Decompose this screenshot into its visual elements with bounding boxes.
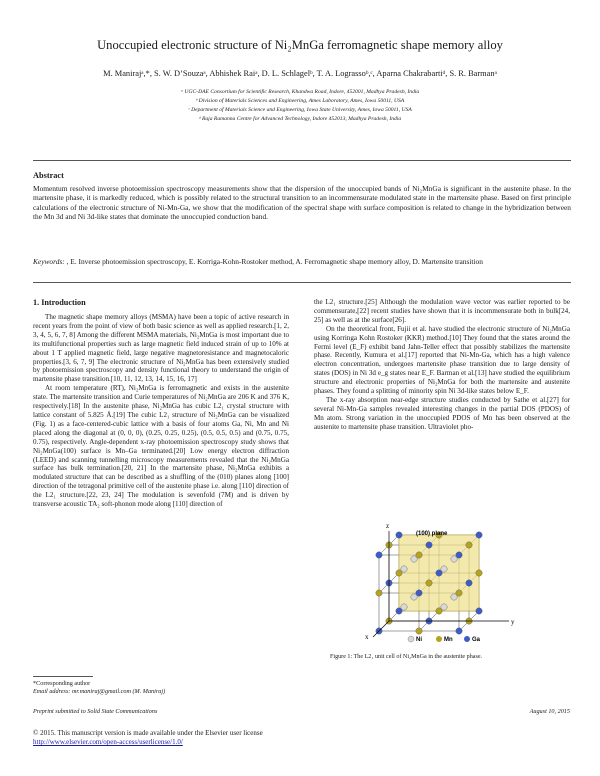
unit-cell-figure <box>359 511 529 646</box>
footnote <box>33 680 165 696</box>
ga-atom <box>396 532 402 538</box>
right-paragraph-3: The x-ray absorption near-edge structure studies conducted by Sathe et al.[27] for several Ni-Mn-Ga samples revealed interesting changes in the partial DOS (PDOS) of Mn atom. Strong variation in the unoccupied PDOS of Mn has been observed at the austenite to martensite phase transition. Ultraviolet pho- <box>314 395 570 431</box>
left-paragraph-1: The magnetic shape memory alloys (MSMA) have been a topic of active research in recent years from the point of view of both basic science as well as applied research.[1, 2, 3, 4, 5, 6, 7, 8] Among the different MSMA materials, Ni₂MnGa is most important due to its multifunctional properties such as large magnetic field induced strain of up to 10% at about 1 T applied magnetic field, large negative magnetoresistance and magnetocaloric properties.[3, 6, 7, 9] The electronic structure of Ni₂MnGa has been extensively studied by photoemission spectroscopy and density functional theory to understand the origin of martensite phase transition.[10, 11, 12, 13, 14, 15, 16, 17] <box>33 313 289 384</box>
abstract-text: Momentum resolved inverse photoemission spectroscopy measurements show that the dispersion of the unoccupied bands of Ni₂MnGa is significant in the austenite phase. In the martensite phase, it is markedly reduced, which is possibly related to the structural transition to an incommensurate modulated state in the martensite phase. Based on first principle calculations of the electronic structure of Ni-Mn-Ga, we show that the modification of the spectral shape with surface composition is related to change in the hybridization between the Mn 3d and Ni 3d-like states that dominate the unoccupied conduction band. <box>33 184 571 222</box>
bottom-rule <box>33 282 571 283</box>
license-block <box>33 729 263 747</box>
affiliation-d: ᵈ Raja Ramanna Centre for Advanced Technology, Indore 452013, Madhya Pradesh, India <box>198 116 402 122</box>
affiliation-a: ᵃ UGC-DAE Consortium for Scientific Research, Khandwa Road, Indore, 452001, Madhya Pradesh, India <box>180 89 420 95</box>
mn-atom <box>426 580 432 586</box>
ni-atom <box>451 594 457 600</box>
legend-swatch-ga <box>464 636 470 642</box>
ga-atom <box>456 628 462 634</box>
right-paragraph-2: On the theoretical front, Fujii et al. have studied the electronic structure of Ni₂MnGa using Korringa Kohn Rostoker (KKR) method.[10] They found that the states around the Fermi level (E_F) exhibit band Jahn-Teller effect that possibly stabilizes the martensite phase. Recently, Kumura et al.[17] reported that Ni-Mn-Ga, which has a high valence electron concentration, undergoes martensite phase transition due to large density of states (DOS) in Ni 3d e_g states near E_F. Barman et al.[13] have studied the equilibrium structure and electronic properties of Ni₂MnGa for both the martensite and austenite phases. They found a splitting of minority spin Ni 3d-like states below E_F. <box>314 324 570 396</box>
ga-atom <box>476 608 482 614</box>
ni-atom <box>401 604 407 610</box>
keywords <box>33 257 571 266</box>
ni-atom <box>441 566 447 572</box>
author-list: M. Manirajᵃ,*, S. W. D’Souzaᵃ, Abhishek Raiᵃ, D. L. Schlagelᵇ, T. A. Lograssoᵇ,ᶜ, Aparna Chakrabartiᵈ, S. R. Barmanᵃ <box>103 69 497 78</box>
ga-atom <box>476 532 482 538</box>
footer-journal: Preprint submitted to Solid State Communications <box>33 708 158 715</box>
right-column <box>314 298 570 432</box>
ga-atom <box>376 552 382 558</box>
axis-label-z: z <box>386 522 390 530</box>
ni-atom <box>411 594 417 600</box>
x-axis-line <box>373 621 389 637</box>
left-paragraph-2: At room temperature (RT), Ni₂MnGa is ferromagnetic and exists in the austenite state. The martensite transition and Curie temperatures of Ni₂MnGa are 206 K and 376 K, respectively.[18] In the austenite phase, Ni₂MnGa has cubic L2₁ crystal structure with lattice constant of 5.825 Å.[19] The cubic L2₁ structure of Ni₂MnGa can be visualized (Fig. 1) as a face-centered-cubic lattice with a basis of four atoms Ga, Ni, Mn and Ni placed along the diagonal at (0, 0, 0), (0.25, 0.25, 0.25), (0.5, 0.5, 0.5) and (0.75, 0.75, 0.75), respectively. Angle-dependent x-ray photoemission spectroscopy study shows that Ni₂MnGa(100) surface is Mn–Ga terminated.[20] Low energy electron diffraction (LEED) and scanning tunnelling microscopy measurements revealed that the Ni₂MnGa surface has bulk termination.[20, 21] In the martensite phase, Ni₂MnGa exhibits a modulated structure that can be described as a shuffling of the (010) planes along [100] direction of the tetragonal primitive cell of the austenite phase i.e. along [110] direction of the L2₁ structure.[22, 23, 24] The modulation is sevenfold (7M) and is driven by transverse acoustic TA₂ soft-phonon mode along [110] direction of <box>33 384 289 509</box>
license-text: © 2015. This manuscript version is made available under the Elsevier user license <box>33 729 263 737</box>
ni-atom <box>451 556 457 562</box>
legend-swatch-ni <box>408 636 414 642</box>
legend-label-ga: Ga <box>472 637 481 643</box>
ga-atom <box>466 580 472 586</box>
keywords-text: , E. Inverse photoemission spectroscopy, E. Korriga-Kohn-Rostoker method, A. Ferromagnetic shape memory alloy, D. Martensite transition <box>66 257 483 266</box>
mn-atom <box>466 542 472 548</box>
footnote-email: Email address: mr.maniraj@gmail.com (M. Maniraj) <box>33 688 166 695</box>
ni-atom <box>401 566 407 572</box>
mn-atom <box>376 590 382 596</box>
left-column <box>33 313 289 509</box>
footer-date: August 10, 2015 <box>529 708 570 715</box>
axis-label-x: x <box>365 633 369 641</box>
right-paragraph-1: the L2₁ structure.[25] Although the modulation wave vector was earlier reported to be commensurate,[22] recent studies have shown that it is incommensurate both in bulk[24, 25] as well as at the surface[26]. <box>314 298 570 324</box>
axis-label-y: y <box>511 618 515 626</box>
abstract-heading: Abstract <box>33 171 64 180</box>
legend-label-ni: Ni <box>416 637 422 643</box>
mn-atom <box>416 628 422 634</box>
ni-atom <box>441 604 447 610</box>
license-link[interactable]: http://www.elsevier.com/open-access/userlicense/1.0/ <box>33 738 183 746</box>
affiliation-c: ᶜ Department of Materials Science and Engineering, Iowa State University, Ames, Iowa 50011, USA <box>188 107 412 113</box>
legend-swatch-mn <box>436 636 442 642</box>
footnote-corresponding: *Corresponding author <box>33 680 91 687</box>
legend <box>408 636 481 643</box>
legend-label-mn: Mn <box>444 637 453 643</box>
keywords-label: Keywords: <box>33 257 65 266</box>
affiliation-b: ᵇ Division of Materials Sciences and Engineering, Ames Laboratory, Ames, Iowa 50011, USA <box>195 98 405 104</box>
top-rule <box>33 160 571 161</box>
mn-atom <box>476 570 482 576</box>
paper-title: Unoccupied electronic structure of Ni₂MnGa ferromagnetic shape memory alloy <box>97 38 503 52</box>
section-heading: 1. Introduction <box>33 298 86 307</box>
ga-atom <box>426 542 432 548</box>
ni-atom <box>411 556 417 562</box>
figure-caption: Figure 1: The L2₁ unit cell of Ni₂MnGa in the austenite phase. <box>330 654 483 660</box>
plane-label: (100) plane <box>416 531 448 537</box>
footnote-rule <box>33 676 93 677</box>
